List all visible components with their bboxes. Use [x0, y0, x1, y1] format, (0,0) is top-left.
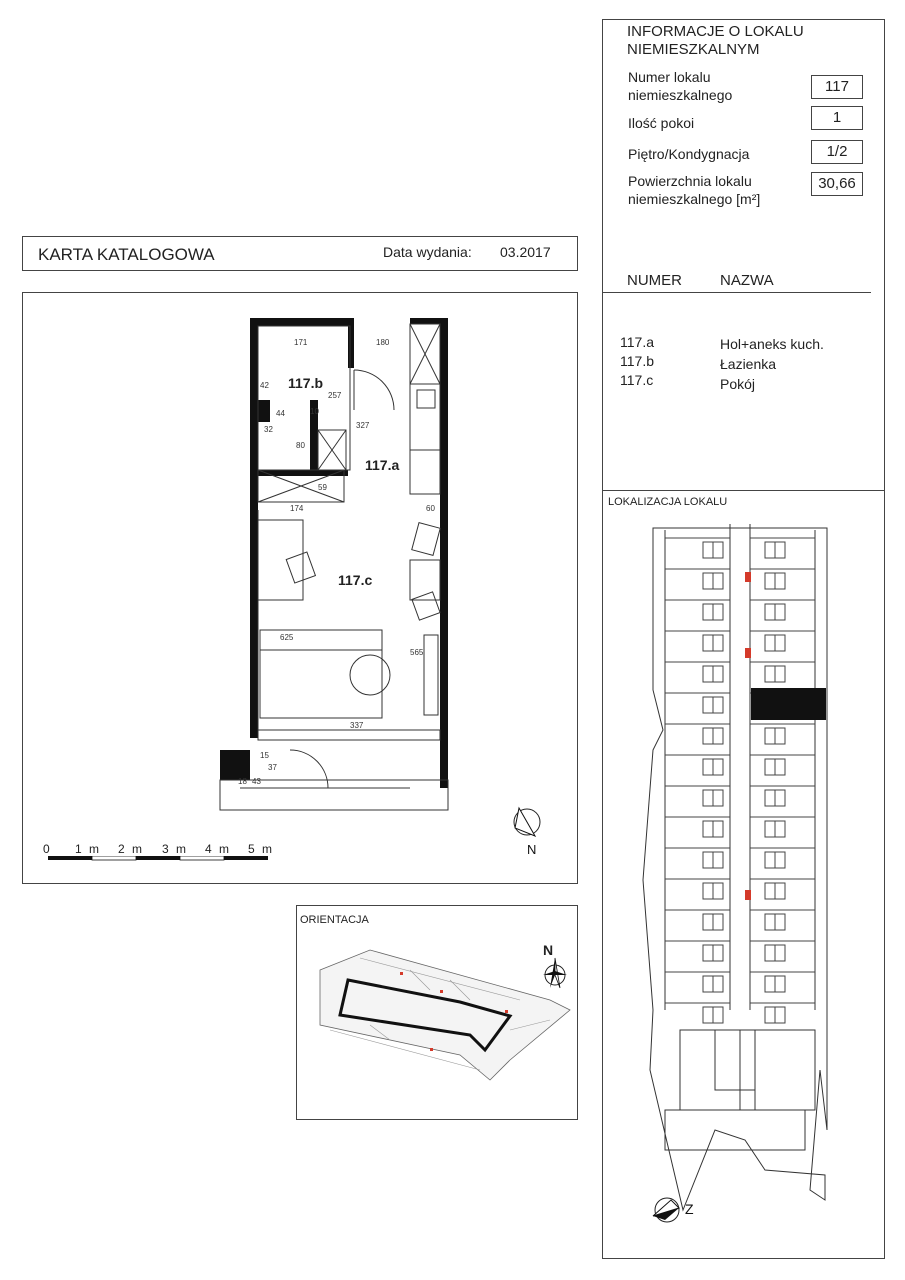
room-number: 117.c — [620, 372, 654, 388]
unit-highlight — [751, 688, 826, 720]
dimension-label: 37 — [268, 763, 277, 772]
room-label-117b: 117.b — [288, 375, 324, 391]
info-row-label: Powierzchnia lokalu — [628, 173, 752, 189]
dimension-label: 171 — [294, 338, 308, 347]
dimension-label: 257 — [328, 391, 342, 400]
table-header-number: NUMER — [627, 272, 682, 289]
info-row-label: Piętro/Kondygnacja — [628, 146, 750, 162]
location-plan — [605, 510, 883, 1250]
plan-compass — [505, 800, 555, 860]
location-title: LOKALIZACJA LOKALU — [608, 496, 728, 508]
scale-bar — [48, 856, 278, 862]
dimension-label: 10 — [310, 407, 319, 416]
room-label-117a: 117.a — [365, 457, 400, 473]
svg-text:Z: Z — [685, 1201, 694, 1217]
info-row-label: niemieszkalnego [m²] — [628, 191, 761, 207]
scale-label: 4 m — [205, 842, 232, 856]
dimension-label: 59 — [318, 483, 327, 492]
info-title-line1: INFORMACJE O LOKALU — [627, 23, 804, 40]
room-name: Łazienka — [720, 356, 777, 372]
dimension-label: 43 — [252, 777, 261, 786]
room-number: 117.a — [620, 334, 654, 350]
info-row-label: niemieszkalnego — [628, 87, 733, 103]
room-label-117c: 117.c — [338, 572, 373, 588]
room-number: 117.b — [620, 353, 654, 369]
location-compass — [653, 1198, 694, 1222]
card-title: KARTA KATALOGOWA — [38, 245, 215, 264]
floor-plan — [210, 310, 470, 820]
dimension-label: 42 — [260, 381, 269, 390]
table-header-name: NAZWA — [720, 272, 774, 289]
issue-date-value: 03.2017 — [500, 244, 551, 260]
info-row-label: Numer lokalu — [628, 69, 711, 85]
issue-date-label: Data wydania: — [383, 244, 472, 260]
info-row-label: Ilość pokoi — [628, 115, 695, 131]
room-count-value: 1 — [811, 106, 863, 130]
table-header-divider — [603, 292, 871, 293]
dimension-label: 180 — [376, 338, 390, 347]
dimension-label: 565 — [410, 648, 424, 657]
dimension-label: 80 — [296, 441, 305, 450]
dimension-label: 18 — [238, 777, 247, 786]
dimension-label: 625 — [280, 633, 294, 642]
dimension-label: 60 — [426, 504, 435, 513]
dimension-label: 15 — [260, 751, 269, 760]
dimension-label: 327 — [356, 421, 370, 430]
scale-label: 0 — [43, 842, 52, 856]
area-value: 30,66 — [811, 172, 863, 196]
dimension-label: 44 — [276, 409, 285, 418]
north-arrow — [543, 958, 567, 988]
scale-label: 1 m — [75, 842, 102, 856]
dimension-label: 337 — [350, 721, 364, 730]
scale-label: 3 m — [162, 842, 189, 856]
floor-value: 1/2 — [811, 140, 863, 164]
room-name: Hol+aneks kuch. — [720, 336, 824, 352]
north-label: N — [543, 942, 554, 958]
dimension-label: 174 — [290, 504, 304, 513]
dimension-label: 32 — [264, 425, 273, 434]
scale-label: 5 m — [248, 842, 275, 856]
orientation-map — [310, 930, 575, 1115]
scale-label: 2 m — [118, 842, 145, 856]
orientation-title: ORIENTACJA — [300, 914, 369, 926]
info-title-line2: NIEMIESZKALNYM — [627, 41, 760, 58]
unit-number-value: 117 — [811, 75, 863, 99]
room-name: Pokój — [720, 376, 756, 392]
location-divider — [603, 490, 884, 491]
svg-text:N: N — [527, 842, 537, 857]
